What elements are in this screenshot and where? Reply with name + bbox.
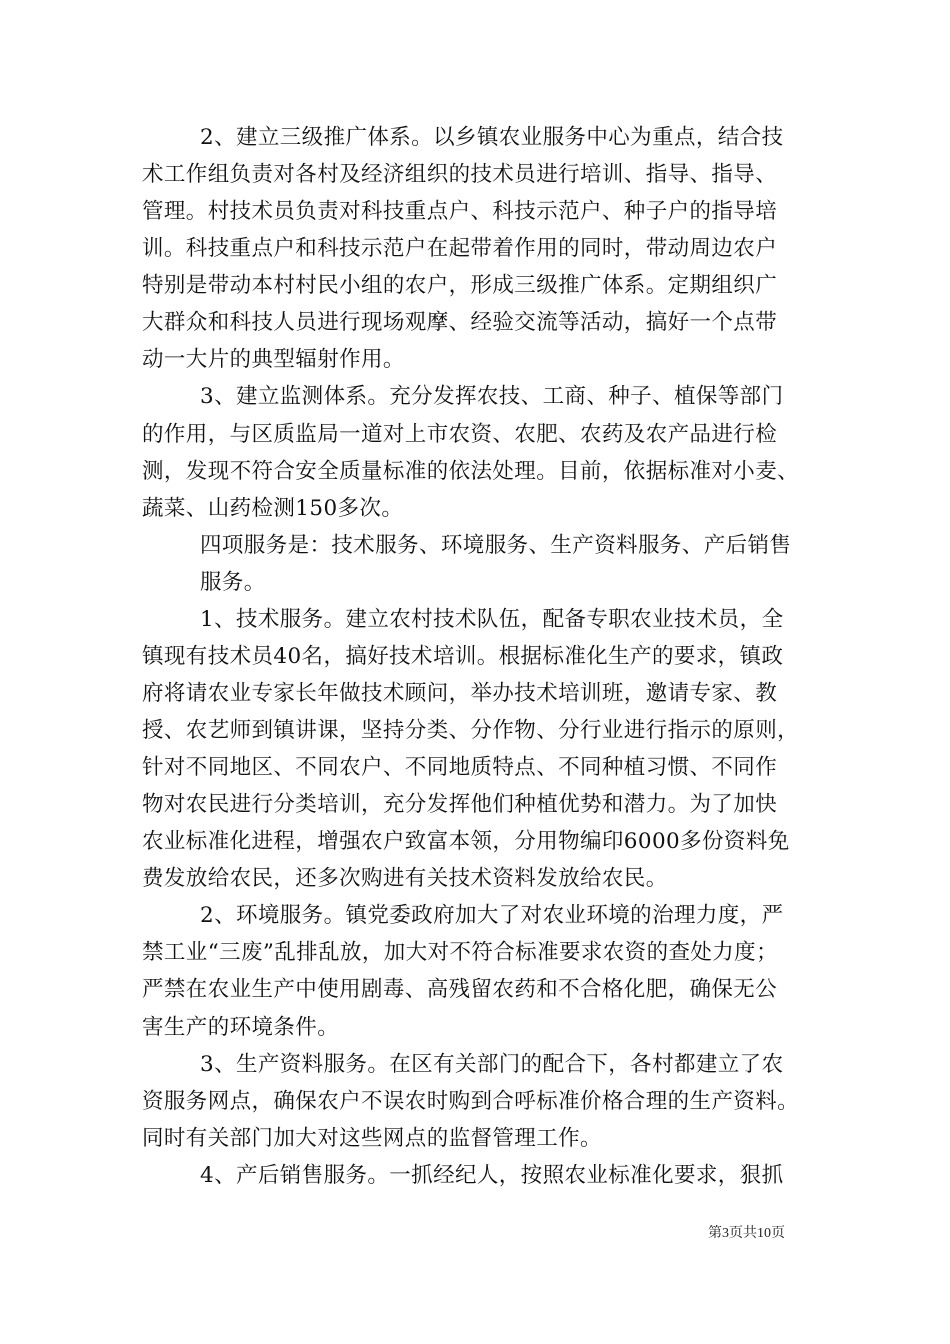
text-line: 同时有关部门加大对这些网点的监督管理工作。 [142, 1125, 602, 1151]
text-line: 严禁在农业生产中使用剧毒、高残留农药和不合格化肥，确保无公 [142, 977, 778, 1003]
text-line: 2、建立三级推广体系。以乡镇农业服务中心为重点，结合技 [200, 125, 784, 150]
page-number: 第3页共10页 [708, 1226, 785, 1241]
text-line: 蔬菜、山药检测150多次。 [142, 495, 404, 521]
document-body [142, 119, 812, 1194]
text-line: 禁工业“三废”乱排乱放，加大对不符合标准要求农资的查处力度； [142, 940, 778, 966]
text-line: 服务。 [200, 569, 266, 595]
para-production-materials-service [142, 1046, 812, 1157]
para-four-services [142, 527, 812, 601]
text-line: 镇现有技术员40名，搞好技术培训。根据标准化生产的要求，镇政 [142, 643, 784, 669]
text-line: 术工作组负责对各村及经济组织的技术员进行培训、指导、指导、 [142, 162, 778, 188]
text-line: 训。科技重点户和科技示范户在起带着作用的同时，带动周边农户 [142, 236, 778, 262]
para-three-level-promotion [142, 119, 812, 378]
text-line: 测，发现不符合安全质量标准的依法处理。目前，依据标准对小麦、 [142, 458, 800, 484]
text-line: 1、技术服务。建立农村技术队伍，配备专职农业技术员，全 [200, 606, 784, 632]
text-line: 针对不同地区、不同农户、不同地质特点、不同种植习惯、不同作 [142, 755, 778, 781]
para-monitoring-system [142, 378, 812, 526]
text-line: 3、生产资料服务。在区有关部门的配合下，各村都建立了农 [200, 1051, 784, 1077]
text-line: 特别是带动本村村民小组的农户，形成三级推广体系。定期组织广 [142, 273, 778, 299]
text-line: 农业标准化进程，增强农户致富本领，分用物编印6000多份资料免 [142, 829, 790, 855]
text-line: 四项服务是：技术服务、环境服务、生产资料服务、产后销售 [200, 532, 792, 558]
para-environment-service [142, 897, 812, 1045]
text-line: 费发放给农民，还多次购进有关技术资料发放给农民。 [142, 866, 668, 892]
text-line: 4、产后销售服务。一抓经纪人，按照农业标准化要求，狠抓 [200, 1162, 784, 1188]
text-line: 3、建立监测体系。充分发挥农技、工商、种子、植保等部门 [200, 384, 784, 410]
text-line: 大群众和科技人员进行现场观摩、经验交流等活动，搞好一个点带 [142, 310, 778, 336]
text-line: 资服务网点，确保农户不误农时购到合呼标准价格合理的生产资料。 [142, 1088, 800, 1114]
text-line: 物对农民进行分类培训，充分发挥他们种植优势和潜力。为了加快 [142, 792, 778, 818]
text-line: 的作用，与区质监局一道对上市农资、农肥、农药及农产品进行检 [142, 421, 778, 447]
text-line: 府将请农业专家长年做技术顾问，举办技术培训班，邀请专家、教 [142, 680, 778, 706]
text-line: 害生产的环境条件。 [142, 1014, 340, 1040]
para-post-production-sales-service [142, 1157, 812, 1194]
text-line: 2、环境服务。镇党委政府加大了对农业环境的治理力度，严 [200, 903, 784, 929]
text-line: 管理。村技术员负责对科技重点户、科技示范户、种子户的指导培 [142, 199, 778, 225]
text-line: 授、农艺师到镇讲课，坚持分类、分作物、分行业进行指示的原则， [142, 718, 800, 743]
text-line: 动一大片的典型辐射作用。 [142, 347, 405, 373]
para-technical-service [142, 601, 812, 898]
